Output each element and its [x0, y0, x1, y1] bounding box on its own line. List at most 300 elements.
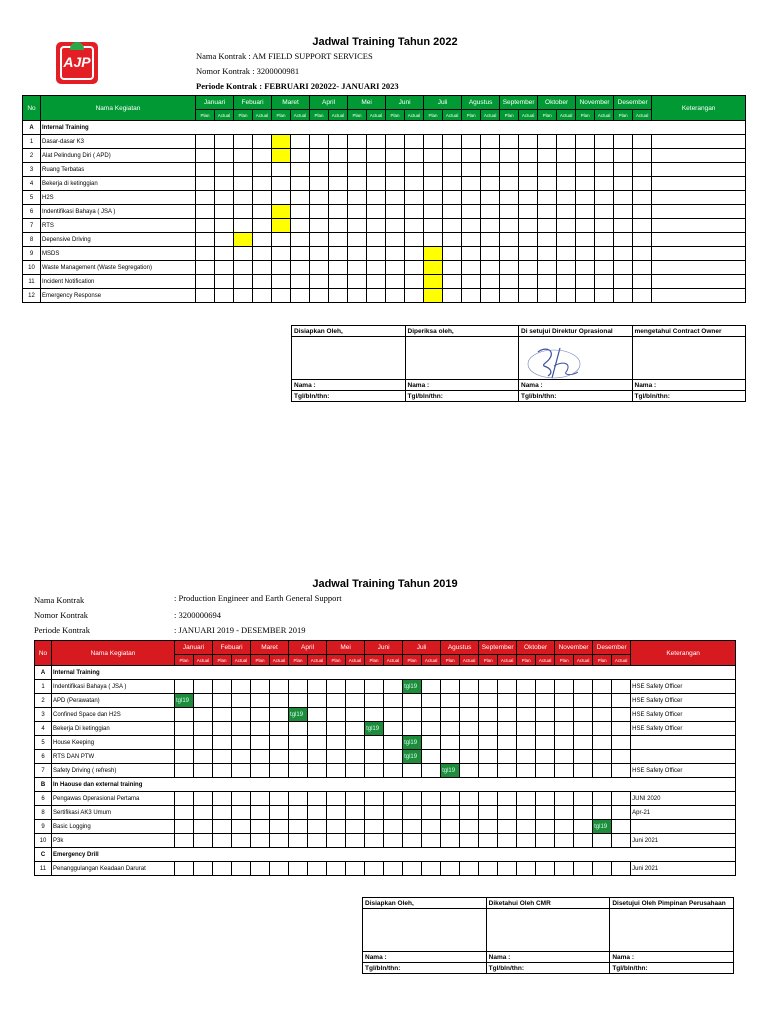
table-row: [35, 764, 736, 778]
schedule-cell: [329, 233, 348, 247]
schedule-cell: [441, 680, 460, 694]
schedule-cell: [479, 764, 498, 778]
schedule-cell: [194, 694, 213, 708]
header-actual: Actual: [405, 110, 424, 121]
schedule-cell: [538, 149, 557, 163]
schedule-cell: [289, 750, 308, 764]
schedule-mark: [424, 275, 443, 289]
schedule-cell: [460, 792, 479, 806]
schedule-cell: [500, 191, 519, 205]
schedule-cell: [555, 708, 574, 722]
schedule-cell: [310, 191, 329, 205]
header-month: November: [576, 96, 614, 110]
schedule-cell: [443, 275, 462, 289]
schedule-cell: [422, 694, 441, 708]
schedule-cell: [574, 792, 593, 806]
signature-date-label: Tgl/bln/thn:: [363, 963, 487, 974]
schedule-cell: [462, 219, 481, 233]
signature-date-row: [292, 391, 746, 402]
schedule-cell: [367, 219, 386, 233]
schedule-cell: [251, 862, 270, 876]
schedule-cell: [175, 680, 194, 694]
header-actual: Actual: [574, 655, 593, 666]
schedule-cell: [384, 694, 403, 708]
schedule-cell: [500, 149, 519, 163]
schedule-cell: [194, 820, 213, 834]
schedule-cell: [462, 261, 481, 275]
schedule-cell: [365, 806, 384, 820]
schedule-cell: [251, 708, 270, 722]
schedule-cell: [519, 177, 538, 191]
row-activity: Basic Logging: [52, 820, 175, 834]
schedule-cell: [386, 247, 405, 261]
row-activity: Depensive Driving: [41, 233, 196, 247]
schedule-cell: [441, 750, 460, 764]
schedule-cell: [291, 289, 310, 303]
section-row: [35, 848, 736, 862]
header-actual: Actual: [346, 655, 365, 666]
schedule-cell: [460, 806, 479, 820]
schedule-cell: [422, 708, 441, 722]
schedule-cell: [386, 163, 405, 177]
schedule-cell: [538, 247, 557, 261]
header-actual: Actual: [498, 655, 517, 666]
schedule-cell: [443, 135, 462, 149]
schedule-cell: [519, 233, 538, 247]
header-plan: Plan: [348, 110, 367, 121]
schedule-cell: [517, 820, 536, 834]
schedule-cell: [405, 261, 424, 275]
schedule-cell: [386, 177, 405, 191]
schedule-cell: [234, 135, 253, 149]
schedule-cell: [194, 792, 213, 806]
schedule-cell: [519, 275, 538, 289]
schedule-cell: [405, 191, 424, 205]
row-number: 2: [23, 149, 41, 163]
schedule-mark: tgl19: [175, 694, 194, 708]
schedule-cell: [215, 149, 234, 163]
row-remark: Apr-21: [631, 806, 736, 820]
schedule-cell: [329, 177, 348, 191]
table-row: [23, 177, 746, 191]
schedule-cell: [405, 205, 424, 219]
header-month: Januari: [196, 96, 234, 110]
schedule-cell: [194, 680, 213, 694]
row-number: 1: [23, 135, 41, 149]
header-month: Mei: [348, 96, 386, 110]
schedule-cell: [196, 149, 215, 163]
schedule-cell: [538, 261, 557, 275]
schedule-cell: [365, 708, 384, 722]
schedule-cell: [557, 219, 576, 233]
signature-name-label: Nama :: [363, 952, 487, 963]
schedule-cell: [422, 750, 441, 764]
doc1-contract-period: Periode Kontrak : FEBRUARI 202022- JANUARI 2023: [196, 81, 399, 91]
schedule-cell: [422, 764, 441, 778]
row-remark: [652, 219, 746, 233]
schedule-cell: [500, 289, 519, 303]
row-number: 1: [35, 680, 52, 694]
header-actual: Actual: [384, 655, 403, 666]
schedule-cell: [196, 191, 215, 205]
row-remark: [652, 247, 746, 261]
schedule-cell: [633, 289, 652, 303]
schedule-cell: [291, 247, 310, 261]
schedule-cell: [405, 149, 424, 163]
schedule-cell: [576, 163, 595, 177]
doc2-schedule-table: [34, 640, 736, 876]
schedule-cell: [479, 680, 498, 694]
schedule-cell: [272, 261, 291, 275]
schedule-cell: [576, 205, 595, 219]
doc1-contract-number: Nomor Kontrak : 3200000981: [196, 66, 300, 76]
schedule-cell: [215, 261, 234, 275]
schedule-cell: [462, 205, 481, 219]
row-activity: Safety Driving ( refresh): [52, 764, 175, 778]
schedule-mark: tgl19: [403, 736, 422, 750]
schedule-cell: [633, 191, 652, 205]
schedule-cell: [251, 764, 270, 778]
schedule-cell: [196, 219, 215, 233]
schedule-cell: [557, 261, 576, 275]
signature-name-label: Nama :: [610, 952, 734, 963]
header-actual: Actual: [308, 655, 327, 666]
schedule-cell: [574, 722, 593, 736]
schedule-mark: tgl19: [593, 820, 612, 834]
header-month: Agustus: [441, 641, 479, 655]
schedule-cell: [291, 191, 310, 205]
schedule-cell: [386, 289, 405, 303]
schedule-cell: [614, 205, 633, 219]
schedule-cell: [481, 191, 500, 205]
schedule-cell: [346, 694, 365, 708]
schedule-cell: [633, 177, 652, 191]
schedule-mark: [272, 219, 291, 233]
schedule-cell: [481, 275, 500, 289]
company-logo: [56, 42, 98, 84]
row-remark: HSE Safety Officer: [631, 764, 736, 778]
schedule-cell: [462, 135, 481, 149]
schedule-cell: [498, 792, 517, 806]
row-number: 8: [23, 233, 41, 247]
signature-header: Disiapkan Oleh,: [363, 898, 487, 909]
header-month: April: [289, 641, 327, 655]
signature-header: Diperiksa oleh,: [405, 326, 519, 337]
schedule-cell: [443, 177, 462, 191]
schedule-cell: [403, 806, 422, 820]
schedule-cell: [403, 834, 422, 848]
schedule-cell: [232, 806, 251, 820]
schedule-cell: [270, 834, 289, 848]
schedule-cell: [270, 750, 289, 764]
schedule-cell: [291, 261, 310, 275]
table-row: [23, 163, 746, 177]
schedule-cell: [291, 233, 310, 247]
schedule-cell: [405, 219, 424, 233]
schedule-cell: [367, 289, 386, 303]
schedule-cell: [291, 163, 310, 177]
schedule-cell: [253, 177, 272, 191]
schedule-cell: [517, 736, 536, 750]
schedule-cell: [595, 233, 614, 247]
header-plan: Plan: [479, 655, 498, 666]
schedule-cell: [289, 820, 308, 834]
header-remarks: Keterangan: [652, 96, 746, 121]
row-remark: [652, 233, 746, 247]
schedule-cell: [574, 708, 593, 722]
schedule-cell: [481, 205, 500, 219]
row-activity: Dasar-dasar K3: [41, 135, 196, 149]
signature-header: Diketahui Oleh CMR: [486, 898, 610, 909]
schedule-cell: [555, 722, 574, 736]
schedule-cell: [386, 261, 405, 275]
schedule-cell: [403, 722, 422, 736]
schedule-cell: [481, 261, 500, 275]
schedule-cell: [538, 233, 557, 247]
schedule-cell: [614, 219, 633, 233]
section-label: In Haouse dan external training: [52, 778, 736, 792]
row-number: 11: [23, 275, 41, 289]
schedule-cell: [175, 750, 194, 764]
schedule-cell: [310, 247, 329, 261]
schedule-cell: [574, 736, 593, 750]
schedule-cell: [403, 820, 422, 834]
schedule-cell: [498, 750, 517, 764]
header-plan: Plan: [386, 110, 405, 121]
schedule-cell: [234, 149, 253, 163]
schedule-cell: [536, 736, 555, 750]
schedule-cell: [213, 820, 232, 834]
schedule-cell: [234, 289, 253, 303]
schedule-cell: [175, 736, 194, 750]
schedule-cell: [346, 736, 365, 750]
row-number: 7: [23, 219, 41, 233]
header-month: Maret: [251, 641, 289, 655]
table-row: [23, 135, 746, 149]
schedule-cell: [348, 177, 367, 191]
schedule-cell: [253, 261, 272, 275]
schedule-cell: [462, 191, 481, 205]
schedule-cell: [405, 135, 424, 149]
schedule-cell: [612, 792, 631, 806]
table-row: [35, 694, 736, 708]
schedule-cell: [327, 708, 346, 722]
schedule-cell: [175, 820, 194, 834]
row-activity: Alat Pelindung Diri ( APD): [41, 149, 196, 163]
row-activity: Bekerja Di ketinggian: [52, 722, 175, 736]
signature-date-label: Tgl/bln/thn:: [632, 391, 746, 402]
header-actual: Actual: [232, 655, 251, 666]
schedule-cell: [329, 247, 348, 261]
schedule-cell: [424, 163, 443, 177]
schedule-cell: [329, 261, 348, 275]
schedule-cell: [232, 722, 251, 736]
schedule-cell: [175, 862, 194, 876]
schedule-cell: [538, 191, 557, 205]
schedule-cell: [384, 750, 403, 764]
schedule-cell: [327, 834, 346, 848]
schedule-cell: [348, 289, 367, 303]
header-month: Desember: [593, 641, 631, 655]
schedule-cell: [289, 694, 308, 708]
signature-date-label: Tgl/bln/thn:: [486, 963, 610, 974]
row-remark: [652, 205, 746, 219]
schedule-cell: [424, 205, 443, 219]
schedule-cell: [498, 694, 517, 708]
schedule-cell: [310, 275, 329, 289]
schedule-cell: [462, 177, 481, 191]
schedule-cell: [595, 289, 614, 303]
signature-name-label: Nama :: [519, 380, 633, 391]
header-plan: Plan: [196, 110, 215, 121]
schedule-cell: [612, 736, 631, 750]
schedule-cell: [614, 233, 633, 247]
schedule-cell: [213, 708, 232, 722]
schedule-cell: [291, 275, 310, 289]
header-actual: Actual: [481, 110, 500, 121]
header-month: November: [555, 641, 593, 655]
schedule-cell: [367, 205, 386, 219]
schedule-cell: [519, 163, 538, 177]
schedule-cell: [289, 834, 308, 848]
schedule-cell: [327, 764, 346, 778]
schedule-cell: [384, 736, 403, 750]
schedule-cell: [441, 694, 460, 708]
schedule-cell: [614, 247, 633, 261]
row-activity: Confined Space dan H2S: [52, 708, 175, 722]
schedule-cell: [291, 219, 310, 233]
section-letter: A: [35, 666, 52, 680]
schedule-cell: [443, 233, 462, 247]
schedule-cell: [253, 149, 272, 163]
schedule-cell: [557, 163, 576, 177]
doc1-title: Jadwal Training Tahun 2022: [312, 36, 458, 48]
schedule-cell: [291, 177, 310, 191]
header-month: Juni: [365, 641, 403, 655]
schedule-cell: [348, 261, 367, 275]
schedule-cell: [251, 722, 270, 736]
schedule-cell: [365, 680, 384, 694]
signature-date-label: Tgl/bln/thn:: [519, 391, 633, 402]
schedule-cell: [308, 694, 327, 708]
schedule-cell: [232, 792, 251, 806]
signature-date-label: Tgl/bln/thn:: [405, 391, 519, 402]
schedule-cell: [576, 191, 595, 205]
schedule-cell: [232, 708, 251, 722]
schedule-cell: [196, 163, 215, 177]
schedule-cell: [367, 233, 386, 247]
schedule-cell: [272, 247, 291, 261]
schedule-cell: [194, 862, 213, 876]
signature-name-label: Nama :: [292, 380, 406, 391]
table-row: [23, 149, 746, 163]
signature-header: Di setujui Direktur Oprasional: [519, 326, 633, 337]
signature-space: [405, 337, 519, 380]
table-row: [23, 233, 746, 247]
schedule-cell: [538, 177, 557, 191]
schedule-cell: [555, 750, 574, 764]
schedule-cell: [310, 205, 329, 219]
header-actual: Actual: [536, 655, 555, 666]
schedule-cell: [479, 806, 498, 820]
schedule-cell: [441, 792, 460, 806]
schedule-cell: [175, 792, 194, 806]
schedule-cell: [443, 205, 462, 219]
schedule-cell: [517, 722, 536, 736]
schedule-cell: [251, 834, 270, 848]
schedule-cell: [386, 219, 405, 233]
schedule-cell: [460, 694, 479, 708]
schedule-cell: [384, 792, 403, 806]
schedule-cell: [327, 820, 346, 834]
schedule-cell: [175, 834, 194, 848]
schedule-cell: [422, 820, 441, 834]
schedule-cell: [215, 177, 234, 191]
schedule-cell: [422, 680, 441, 694]
section-label: Internal Training: [41, 121, 746, 135]
schedule-cell: [576, 135, 595, 149]
schedule-cell: [270, 792, 289, 806]
header-actual: Actual: [215, 110, 234, 121]
schedule-cell: [614, 261, 633, 275]
schedule-cell: [310, 149, 329, 163]
schedule-cell: [500, 233, 519, 247]
schedule-cell: [308, 708, 327, 722]
schedule-cell: [614, 275, 633, 289]
schedule-cell: [270, 806, 289, 820]
schedule-cell: [234, 261, 253, 275]
signature-space: [363, 909, 487, 952]
schedule-cell: [519, 247, 538, 261]
schedule-cell: [327, 680, 346, 694]
schedule-cell: [348, 149, 367, 163]
schedule-cell: [612, 820, 631, 834]
schedule-cell: [441, 862, 460, 876]
schedule-cell: [443, 247, 462, 261]
schedule-cell: [384, 680, 403, 694]
schedule-cell: [365, 820, 384, 834]
schedule-cell: [536, 792, 555, 806]
header-month: Juli: [424, 96, 462, 110]
schedule-cell: [272, 177, 291, 191]
schedule-cell: [574, 806, 593, 820]
section-row: [35, 666, 736, 680]
schedule-cell: [574, 820, 593, 834]
header-month: Juli: [403, 641, 441, 655]
schedule-cell: [270, 722, 289, 736]
header-plan: Plan: [500, 110, 519, 121]
schedule-cell: [310, 233, 329, 247]
schedule-cell: [443, 163, 462, 177]
schedule-cell: [270, 736, 289, 750]
schedule-cell: [557, 247, 576, 261]
doc1-contract-name: Nama Kontrak : AM FIELD SUPPORT SERVICES: [196, 51, 373, 61]
schedule-cell: [232, 820, 251, 834]
schedule-mark: tgl19: [289, 708, 308, 722]
schedule-cell: [348, 191, 367, 205]
schedule-cell: [308, 834, 327, 848]
schedule-cell: [367, 135, 386, 149]
doc2-contract-name-label: Nama Kontrak: [34, 595, 85, 605]
schedule-cell: [232, 834, 251, 848]
schedule-cell: [196, 275, 215, 289]
section-row: [23, 121, 746, 135]
schedule-cell: [576, 289, 595, 303]
header-actual: Actual: [557, 110, 576, 121]
header-month: September: [479, 641, 517, 655]
schedule-cell: [196, 205, 215, 219]
schedule-cell: [500, 261, 519, 275]
